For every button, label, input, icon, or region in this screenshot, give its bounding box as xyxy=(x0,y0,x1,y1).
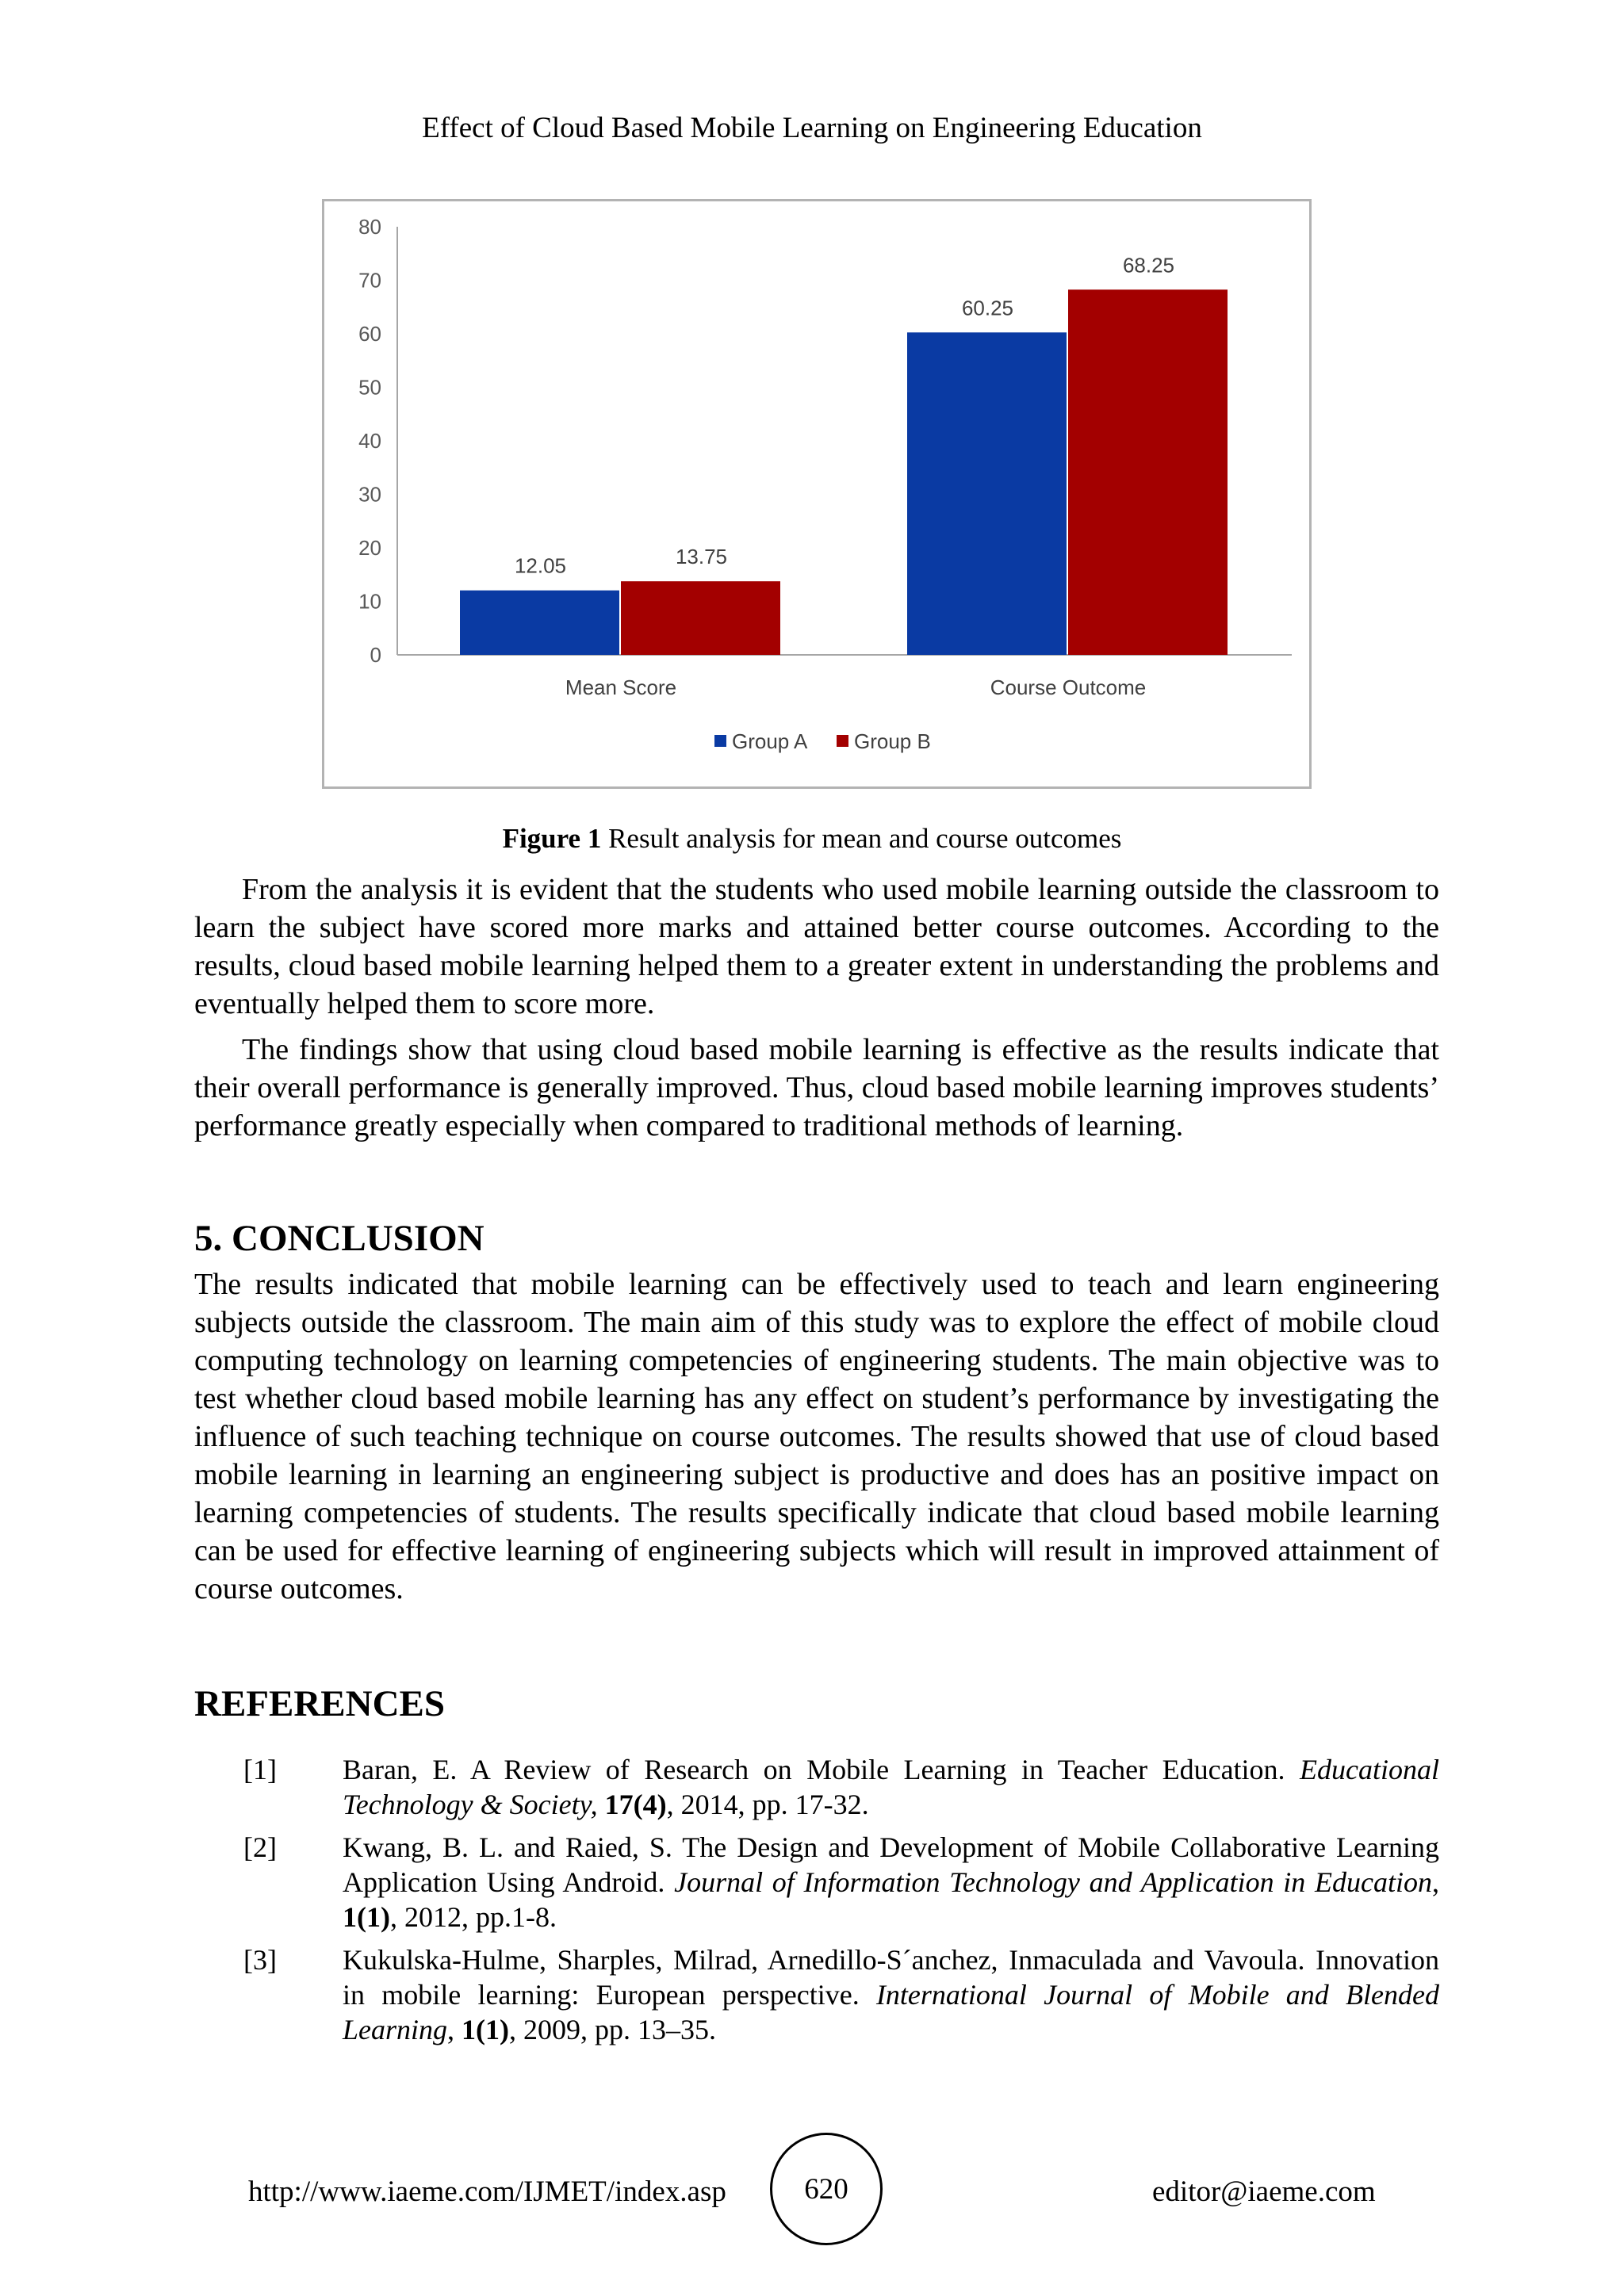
footer-url-link[interactable]: http://www.iaeme.com/IJMET/index.asp xyxy=(248,2175,726,2208)
page-footer xyxy=(0,2133,1624,2252)
data-label: 60.25 xyxy=(961,296,1014,320)
reference-journal: Educational Technology & Society, xyxy=(343,1754,1439,1820)
conclusion-heading: 5. CONCLUSION xyxy=(194,1218,485,1259)
data-label: 13.75 xyxy=(675,545,728,569)
reference-number: [1] xyxy=(243,1754,277,1785)
paragraph-2: The findings show that using cloud based mobile learning is effective as the results indicate that their overall performance is generally improved. Thus, cloud based mobile learning improves students’ performance greatly especially when compared to traditional methods of learning. xyxy=(194,1033,1439,1142)
legend-swatch xyxy=(837,735,848,747)
reference-details: , 2012, pp.1-8. xyxy=(389,1901,557,1933)
legend-swatch xyxy=(714,735,726,747)
paragraph-1: From the analysis it is evident that the students who used mobile learning outside the classroom to learn the subject have scored more marks and attained better course outcomes. According to the results, cloud based mobile learning helped them to a greater extent in understanding the problems and eventually helped them to score more. xyxy=(194,873,1439,1020)
figure-caption xyxy=(0,821,1624,856)
reference-details: , 2009, pp. 13–35. xyxy=(509,2014,716,2045)
conclusion-section xyxy=(194,1265,1439,1608)
reference-separator: , xyxy=(447,2014,462,2045)
reference-authors: Kukulska-Hulme, Sharples, Milrad, Arnedillo-S´anchez, Inmaculada and Vavoula. Innovation in mobile learning: European perspective. xyxy=(343,1944,1439,2011)
y-tick-label: 30 xyxy=(358,482,381,507)
running-title: Effect of Cloud Based Mobile Learning on Engineering Education xyxy=(422,112,1202,144)
y-tick-label: 0 xyxy=(370,643,381,667)
y-tick-label: 60 xyxy=(358,322,381,346)
bar-group-a xyxy=(907,332,1067,655)
reference-item xyxy=(194,1830,1439,1934)
page-number: 620 xyxy=(770,2133,883,2245)
reference-number: [3] xyxy=(243,1944,277,1976)
reference-volume: 1(1) xyxy=(462,2014,509,2045)
reference-item xyxy=(194,1752,1439,1822)
discussion-text xyxy=(194,871,1439,1145)
figure-chart xyxy=(322,199,1312,789)
reference-journal: Journal of Information Technology and Application in Education xyxy=(674,1866,1432,1898)
reference-item xyxy=(194,1942,1439,2047)
bar-group-b xyxy=(1068,289,1228,655)
legend-label: Group B xyxy=(854,729,931,753)
category-label: Mean Score xyxy=(565,675,677,699)
reference-volume: 17(4) xyxy=(604,1789,667,1820)
figure-caption-text: Result analysis for mean and course outcomes xyxy=(601,823,1122,854)
bar-group-b xyxy=(621,581,780,655)
reference-authors: Baran, E. A Review of Research on Mobile Learning in Teacher Education. xyxy=(343,1754,1300,1785)
bar-group-a xyxy=(460,591,619,655)
data-label: 12.05 xyxy=(514,553,567,578)
bar-chart xyxy=(324,201,1309,786)
y-tick-label: 50 xyxy=(358,375,381,400)
legend-label: Group A xyxy=(732,729,808,753)
reference-separator xyxy=(598,1789,605,1820)
reference-details: , 2014, pp. 17-32. xyxy=(666,1789,869,1820)
reference-journal: International Journal of Mobile and Blended Learning xyxy=(343,1979,1439,2045)
category-label: Course Outcome xyxy=(990,675,1147,699)
reference-volume: 1(1) xyxy=(343,1901,390,1933)
reference-authors: Kwang, B. L. and Raied, S. The Design and Development of Mobile Collaborative Learning Application Using Android. xyxy=(343,1831,1439,1898)
data-label: 68.25 xyxy=(1122,253,1175,277)
reference-number: [2] xyxy=(243,1831,277,1863)
conclusion-text: The results indicated that mobile learning can be effectively used to teach and learn engineering subjects outside the classroom. The main aim of this study was to explore the effect of mobile cloud computing technology on learning competencies of engineering students. The main objective was to test whether cloud based mobile learning has any effect on student’s performance by investigating the influence of such teaching technique on course outcomes. The results showed that use of cloud based mobile learning in learning an engineering subject is productive and does has an positive impact on learning competencies of students. The results specifically indicate that cloud based mobile learning can be used for effective learning of engineering subjects which will result in improved attainment of course outcomes. xyxy=(194,1268,1439,1605)
footer-email-link[interactable]: editor@iaeme.com xyxy=(1152,2175,1376,2208)
y-tick-label: 20 xyxy=(358,536,381,560)
figure-label: Figure 1 xyxy=(502,823,602,854)
y-tick-label: 80 xyxy=(358,215,381,239)
y-tick-label: 70 xyxy=(358,268,381,293)
reference-separator: , xyxy=(1432,1866,1439,1898)
y-tick-label: 10 xyxy=(358,589,381,614)
y-tick-label: 40 xyxy=(358,429,381,453)
references-heading: REFERENCES xyxy=(194,1683,446,1724)
reference-list xyxy=(194,1752,1439,2055)
